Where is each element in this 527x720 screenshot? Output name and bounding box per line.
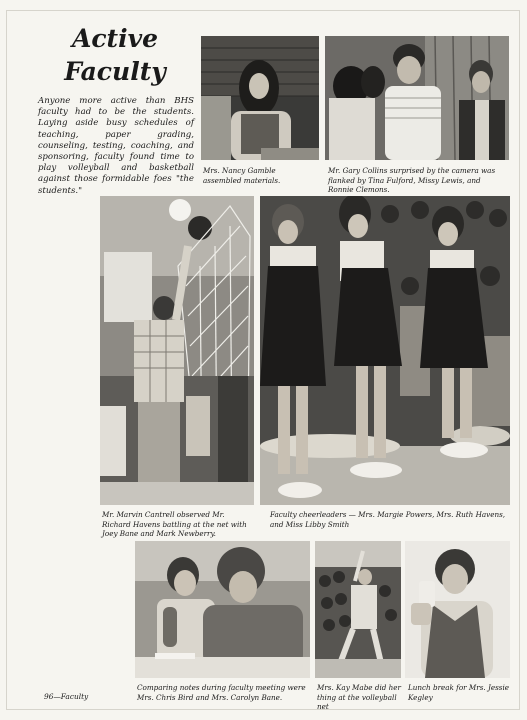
photo-cheerleaders — [260, 196, 510, 505]
photo-kegley — [405, 541, 510, 678]
caption-cheerleaders: Faculty cheerleaders — Mrs. Margie Powers, Mrs. Ruth Havens, and Miss Libby Smith — [270, 510, 506, 529]
intro-paragraph: Anyone more active than BHS faculty had to be the students. Laying aside busy schedules of teaching, paper grading, counseling, testing, coaching, and sponsoring, faculty found time to play volleyball and basketball against those formidable foes "the students." — [38, 96, 194, 196]
caption-gamble: Mrs. Nancy Gamble assembled materials. — [203, 166, 281, 185]
caption-kegley: Lunch break for Mrs. Jessie Kegley — [408, 683, 510, 702]
photo-gamble — [201, 36, 319, 160]
page-title — [40, 22, 190, 88]
title-line-2: Faculty — [64, 57, 166, 86]
caption-mabe: Mrs. Kay Mabe did her thing at the volleyball net — [317, 683, 401, 712]
caption-volleyball: Mr. Marvin Cantrell observed Mr. Richard Havens battling at the net with Joey Bane and Mark Newberry. — [102, 510, 247, 539]
page-folio: 96—Faculty — [44, 692, 89, 701]
photo-mabe — [315, 541, 401, 678]
photo-meeting — [135, 541, 310, 678]
photo-volleyball — [100, 196, 254, 505]
caption-collins: Mr. Gary Collins surprised by the camera was flanked by Tina Fulford, Missy Lewis, and Ronnie Clemons. — [328, 166, 496, 195]
title-line-1: Active — [71, 24, 159, 53]
caption-meeting: Comparing notes during faculty meeting were Mrs. Chris Bird and Mrs. Carolyn Bane. — [137, 683, 306, 702]
photo-collins — [325, 36, 509, 160]
